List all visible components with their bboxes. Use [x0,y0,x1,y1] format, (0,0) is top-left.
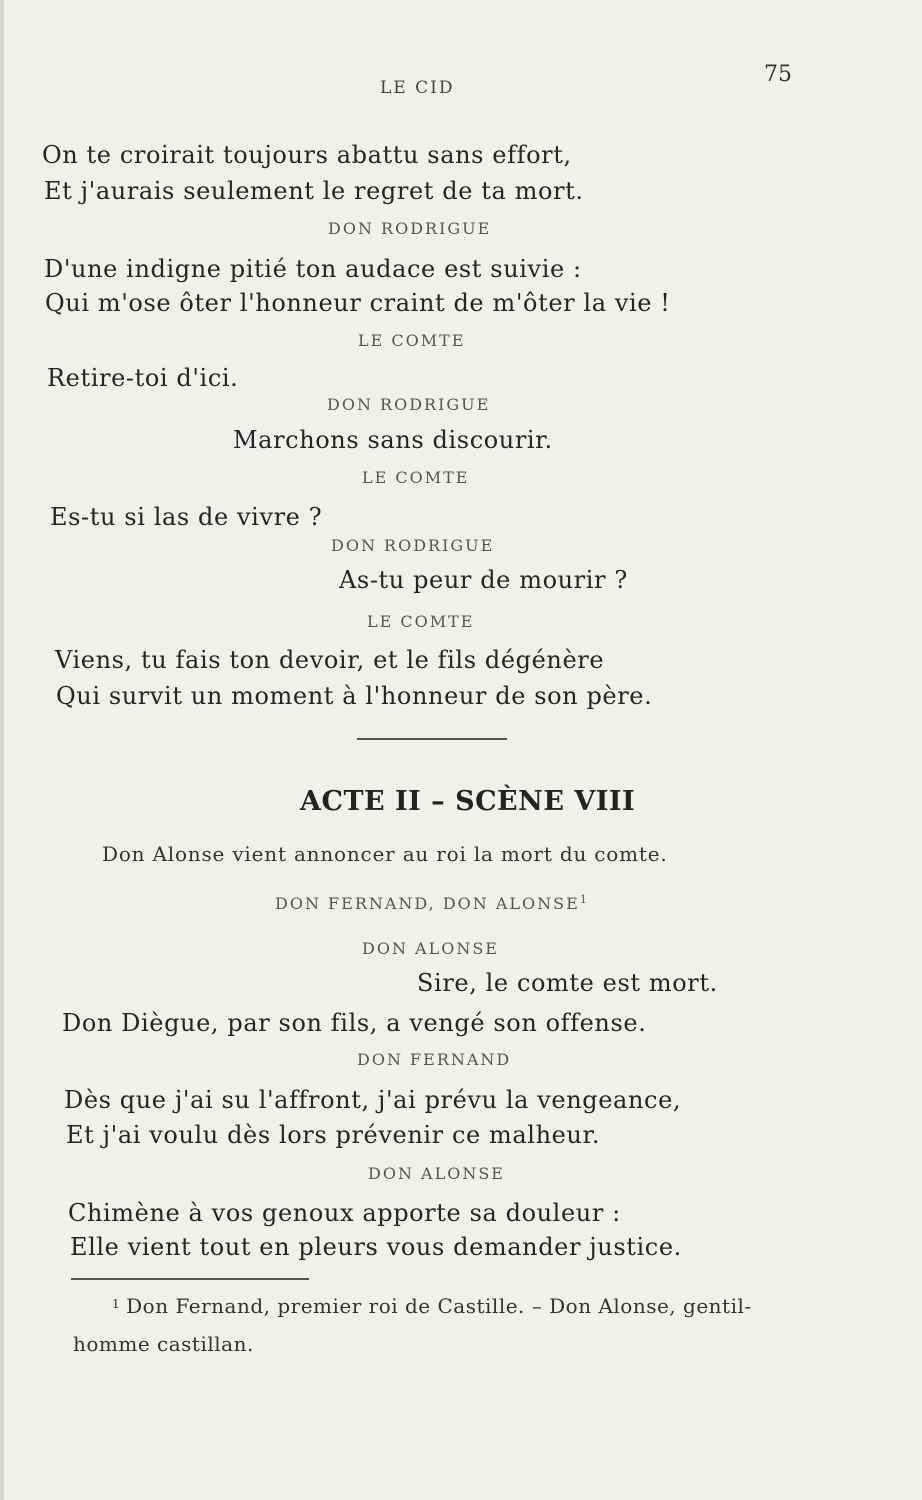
speaker-name: LE COMTE [362,468,470,487]
footnote-mark: 1 [112,1297,121,1311]
verse-line: Viens, tu fais ton devoir, et le fils dégénère [55,646,605,674]
verse-line: As-tu peur de mourir ? [339,566,628,594]
speaker-name: DON ALONSE [362,939,499,958]
speaker-name: LE COMTE [367,612,475,631]
speaker-name: LE COMTE [358,331,466,350]
footnote-line: $^1$ Don Fernand, premier roi de Castille. – Don Alonse, gentil- [112,1294,752,1318]
page-binding-edge [0,0,4,1500]
scene-characters: DON FERNAND, DON ALONSE$^1$ [275,893,589,913]
verse-line: Qui m'ose ôter l'honneur craint de m'ôter la vie ! [45,289,671,317]
footnote-divider [71,1278,309,1280]
footnote-line: homme castillan. [73,1332,254,1356]
verse-line: D'une indigne pitié ton audace est suivie : [44,255,582,283]
verse-line: Chimène à vos genoux apporte sa douleur : [68,1199,621,1227]
verse-line: Retire-toi d'ici. [47,364,239,392]
running-title: LE CID [380,78,455,98]
verse-line: Et j'ai voulu dès lors prévenir ce malheur. [66,1121,601,1149]
verse-line: Marchons sans discourir. [233,426,553,454]
scene-argument: Don Alonse vient annoncer au roi la mort du comte. [102,842,668,866]
speaker-name: DON ALONSE [368,1164,505,1183]
verse-line: Qui survit un moment à l'honneur de son père. [56,682,653,710]
verse-line: Don Diègue, par son fils, a vengé son offense. [62,1009,647,1037]
page-number: 75 [764,62,792,87]
verse-line: Dès que j'ai su l'affront, j'ai prévu la vengeance, [64,1086,682,1114]
verse-line: Elle vient tout en pleurs vous demander justice. [70,1233,682,1261]
speaker-name: DON RODRIGUE [327,395,491,414]
speaker-name: DON FERNAND [357,1050,512,1069]
section-divider [357,738,507,740]
footnote-reference: 1 [579,893,589,906]
scene-title: ACTE II – SCÈNE VIII [300,786,636,817]
verse-line: Es-tu si las de vivre ? [50,503,323,531]
verse-line: Sire, le comte est mort. [417,969,718,997]
verse-line: Et j'aurais seulement le regret de ta mort. [44,177,584,205]
speaker-name: DON RODRIGUE [331,536,495,555]
verse-line: On te croirait toujours abattu sans effort, [42,141,572,169]
speaker-name: DON RODRIGUE [328,219,492,238]
